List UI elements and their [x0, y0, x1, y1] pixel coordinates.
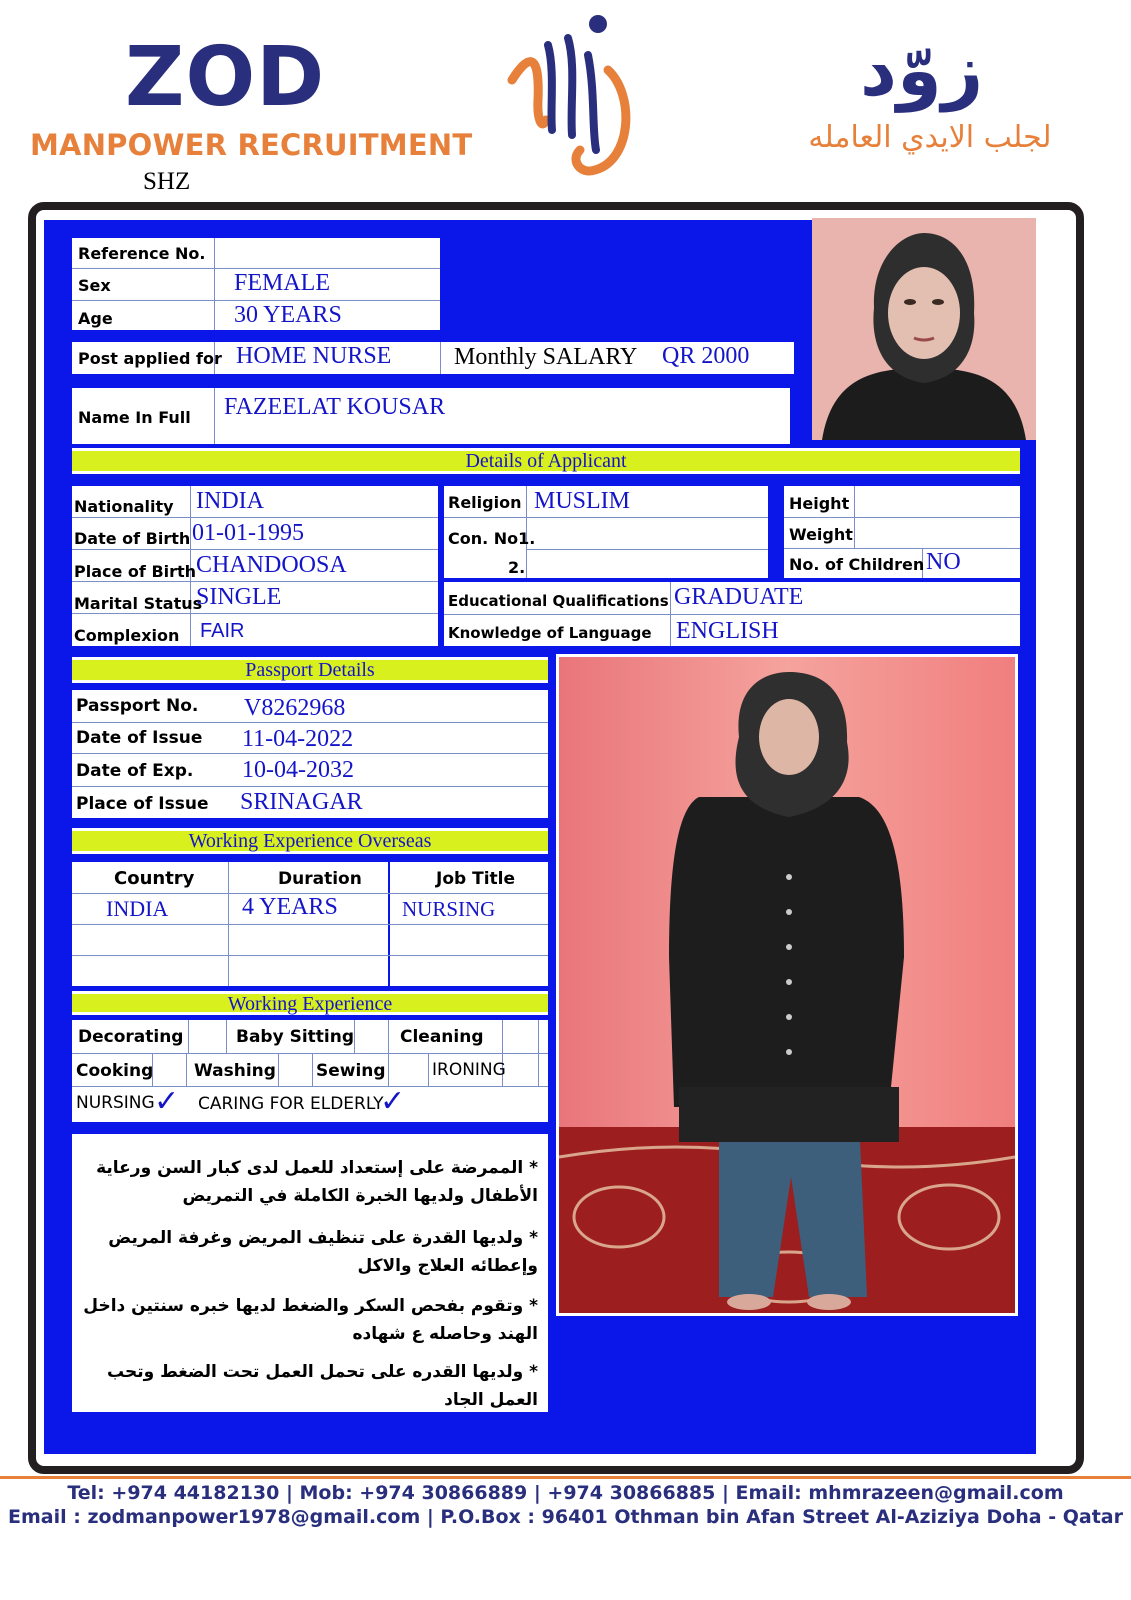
overseas-header-country: Country: [114, 868, 195, 889]
note-3: * وتقوم بفحص السكر والضغط لديها خبره سنتين داخل الهند وحاصله ع شهاده: [83, 1296, 538, 1344]
education-label: Educational Qualifications: [448, 592, 669, 610]
con2-label: 2.: [508, 558, 526, 577]
salary-label: Monthly SALARY: [454, 344, 638, 370]
note-2: * ولديها القدرة على تنظيف المريض وغرفة المريض وإعطائه العلاج والاكل: [108, 1228, 538, 1276]
details-header: Details of Applicant: [72, 448, 1020, 474]
dob-label: Date of Birth: [74, 529, 191, 548]
passport-place-value: SRINAGAR: [240, 789, 363, 815]
overseas-header: Working Experience Overseas: [72, 828, 548, 854]
exp-decorating: Decorating: [78, 1027, 184, 1047]
age-label: Age: [78, 309, 113, 328]
portrait-photo: [812, 218, 1036, 440]
footer-divider: [0, 1476, 1131, 1479]
exp-washing: Washing: [194, 1061, 276, 1081]
passport-number-label: Passport No.: [76, 696, 199, 716]
exp-baby-sitting: Baby Sitting: [236, 1027, 355, 1047]
marital-value: SINGLE: [196, 584, 282, 610]
nationality-value: INDIA: [196, 488, 264, 514]
nursing-check-icon: ✓: [154, 1084, 180, 1119]
passport-number-value: V8262968: [244, 695, 346, 721]
experience-header: Working Experience: [72, 991, 548, 1015]
brand-subtitle-arabic: لجلب الايدي العامله: [808, 120, 1052, 155]
name-row: [72, 388, 790, 444]
caring-check-icon: ✓: [380, 1084, 406, 1119]
post-row: [72, 342, 794, 374]
overseas-job: NURSING: [402, 897, 496, 921]
children-label: No. of Children: [789, 555, 925, 574]
post-value: HOME NURSE: [236, 343, 392, 369]
language-value: ENGLISH: [676, 618, 779, 644]
overseas-table: [72, 862, 548, 986]
overseas-duration: 4 YEARS: [242, 894, 338, 920]
dob-value: 01-01-1995: [192, 520, 304, 546]
passport-issue-label: Date of Issue: [76, 728, 203, 748]
exp-ironing: IRONING: [432, 1060, 506, 1080]
details-left-table: [72, 486, 438, 646]
overseas-header-job: Job Title: [436, 869, 515, 889]
pob-value: CHANDOOSA: [196, 552, 347, 578]
full-body-photo: [556, 654, 1018, 1316]
brand-logo-arabic: زوّد: [860, 28, 984, 112]
ref-sex-age-table: [72, 238, 440, 330]
brand-logo-icon: [500, 10, 650, 180]
sex-value: FEMALE: [234, 270, 330, 296]
brand-logo-text: ZOD: [125, 30, 326, 125]
details-mid-table: [444, 486, 768, 578]
passport-exp-label: Date of Exp.: [76, 761, 194, 781]
nationality-label: Nationality: [74, 497, 174, 516]
marital-label: Marital Status: [74, 594, 203, 613]
passport-header: Passport Details: [72, 657, 548, 683]
exp-sewing: Sewing: [316, 1061, 386, 1081]
exp-caring: CARING FOR ELDERLY: [198, 1094, 384, 1114]
weight-label: Weight: [789, 525, 853, 544]
salary-value: QR 2000: [662, 343, 750, 369]
passport-issue-value: 11-04-2022: [242, 726, 354, 752]
con1-label: Con. No1.: [448, 529, 536, 548]
exp-nursing: NURSING: [76, 1093, 155, 1113]
pob-label: Place of Birth: [74, 562, 197, 581]
experience-table: [72, 1020, 548, 1122]
footer-contact-line: Tel: +974 44182130 | Mob: +974 30866889 | +974 30866885 | Email: mhmrazeen@gmail.com: [67, 1482, 1064, 1504]
details-right-table: [784, 486, 1020, 578]
reference-label: Reference No.: [78, 244, 206, 263]
name-value: FAZEELAT KOUSAR: [224, 394, 446, 420]
note-1: * الممرضة على إستعداد للعمل لدى كبار السن ورعاية الأطفال ولديها الخبرة الكاملة في التمريض: [96, 1158, 538, 1206]
brand-subtitle: MANPOWER RECRUITMENT: [30, 128, 473, 162]
religion-label: Religion: [448, 493, 522, 512]
passport-place-label: Place of Issue: [76, 794, 209, 814]
passport-exp-value: 10-04-2032: [242, 757, 354, 783]
overseas-header-duration: Duration: [278, 869, 362, 889]
name-label: Name In Full: [78, 408, 191, 427]
language-label: Knowledge of Language: [448, 624, 652, 642]
height-label: Height: [789, 494, 850, 513]
overseas-country: INDIA: [106, 896, 169, 921]
exp-cleaning: Cleaning: [400, 1027, 484, 1047]
note-4: * ولديها القدره على تحمل العمل تحت الضغط وتحب العمل الجاد: [106, 1362, 538, 1410]
footer-address-line: Email : zodmanpower1978@gmail.com | P.O.Box : 96401 Othman bin Afan Street Al-Aziziya Doha - Qatar: [8, 1506, 1123, 1528]
education-table: [444, 582, 1020, 646]
age-value: 30 YEARS: [234, 302, 342, 328]
sex-label: Sex: [78, 276, 111, 295]
education-value: GRADUATE: [674, 584, 804, 610]
exp-cooking: Cooking: [76, 1061, 154, 1081]
complexion-label: Complexion: [74, 626, 180, 645]
passport-table: [72, 690, 548, 818]
children-value: NO: [926, 549, 961, 575]
brand-code: SHZ: [143, 168, 191, 195]
notes-box: [72, 1134, 548, 1412]
religion-value: MUSLIM: [534, 488, 631, 514]
complexion-value: FAIR: [200, 620, 245, 642]
post-label: Post applied for: [78, 349, 222, 368]
